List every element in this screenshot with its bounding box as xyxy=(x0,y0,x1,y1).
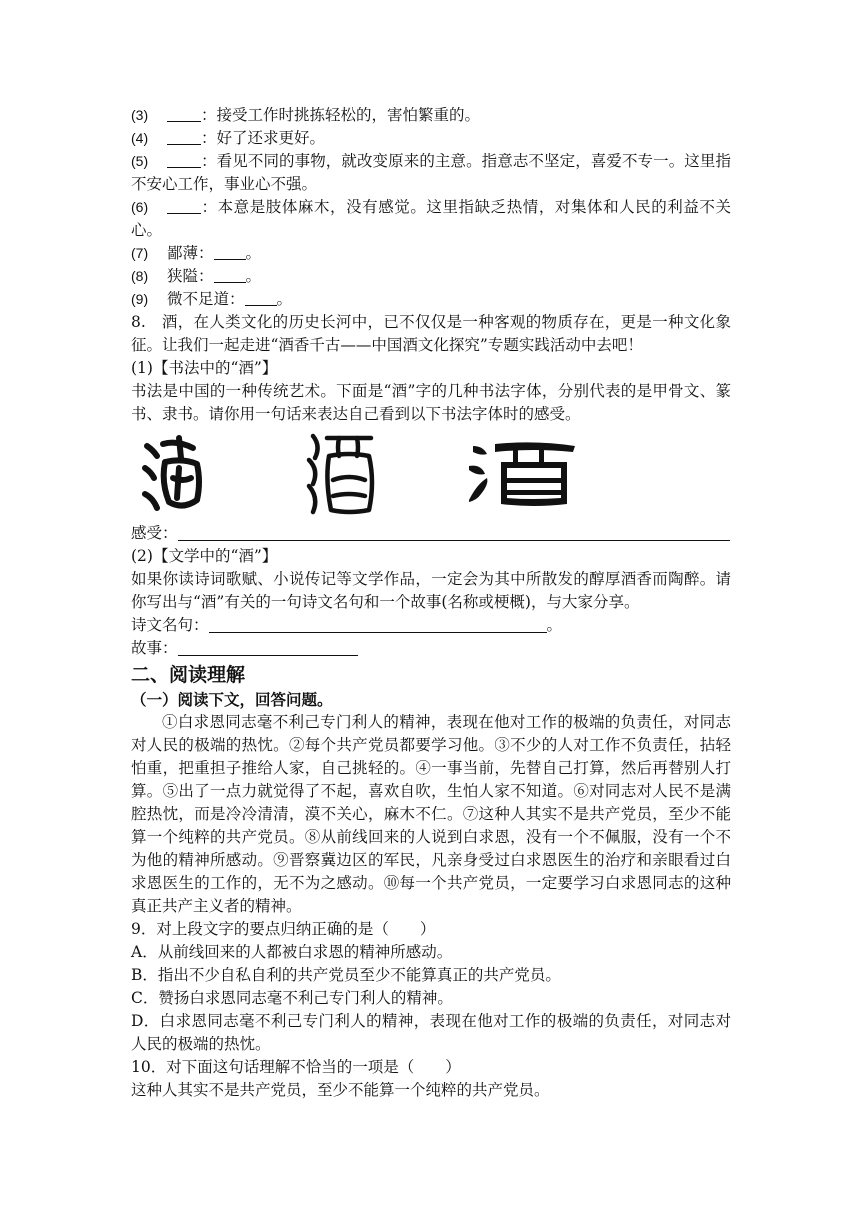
item-number: (8) xyxy=(131,268,149,284)
item-9 xyxy=(131,288,731,311)
item-number: (7) xyxy=(131,245,149,261)
q9-option-a[interactable]: A．从前线回来的人都被白求恩的精神所感动。 xyxy=(131,943,453,961)
item-number: (9) xyxy=(131,291,149,307)
document-page xyxy=(131,104,731,1102)
item-end: 。 xyxy=(245,244,262,262)
item-end: 。 xyxy=(245,267,262,285)
answer-blank[interactable] xyxy=(167,151,201,168)
item-4 xyxy=(131,127,731,150)
poem-end: 。 xyxy=(546,616,563,634)
item-text: 鄙薄： xyxy=(167,244,214,262)
q10-quote: 这种人其实不是共产党员，至少不能算一个纯粹的共产党员。 xyxy=(131,1081,550,1099)
item-6 xyxy=(131,196,731,242)
calligraphy-images xyxy=(131,430,731,522)
answer-blank[interactable] xyxy=(167,105,201,122)
q9-option-d[interactable]: D．白求恩同志毫不利己专门利人的精神，表现在他对工作的极端的负责任，对同志对人民的极端的热忱。 xyxy=(131,1012,731,1053)
item-7 xyxy=(131,242,731,265)
q8-part1-title: (1)【书法中的“酒”】 xyxy=(131,359,278,377)
poem-label: 诗文名句： xyxy=(131,616,209,634)
item-text: ：接受工作时挑拣轻松的，害怕繁重的。 xyxy=(201,106,481,124)
q8-intro: 8. 酒，在人类文化的历史长河中，已不仅仅是一种客观的物质存在，更是一种文化象征。让我们一起走进“酒香千古——中国酒文化探究”专题实践活动中去吧！ xyxy=(131,313,731,354)
item-text: ：好了还求更好。 xyxy=(201,129,326,147)
item-text: ：看见不同的事物，就改变原来的主意。指意志不坚定，喜爱不专一。这里指不安心工作，事业心不强。 xyxy=(131,152,731,193)
answer-blank[interactable] xyxy=(214,266,246,283)
feeling-label: 感受： xyxy=(131,524,178,542)
item-text: 狭隘： xyxy=(167,267,214,285)
item-number: (6) xyxy=(131,199,149,215)
answer-blank[interactable] xyxy=(167,197,201,214)
calligraphy-clerical-script-wine-image xyxy=(467,438,579,510)
q9-stem: 9．对上段文字的要点归纳正确的是（ ） xyxy=(131,920,436,938)
q8-part1-text: 书法是中国的一种传统艺术。下面是“酒”字的几种书法字体，分别代表的是甲骨文、篆书、隶书。请你用一句话来表达自己看到以下书法字体时的感受。 xyxy=(131,382,731,423)
q9-option-b[interactable]: B．指出不少自私自利的共产党员至少不能算真正的共产党员。 xyxy=(131,966,561,984)
answer-blank[interactable] xyxy=(245,289,277,306)
section-subtitle: （一）阅读下文，回答问题。 xyxy=(131,690,333,709)
poem-line xyxy=(131,614,731,637)
answer-blank[interactable] xyxy=(214,243,246,260)
section-title: 二、阅读理解 xyxy=(131,664,246,686)
item-number: (4) xyxy=(131,130,149,146)
story-line xyxy=(131,637,731,660)
item-8 xyxy=(131,265,731,288)
story-label: 故事： xyxy=(131,639,178,657)
q8-part2-title: (2)【文学中的“酒”】 xyxy=(131,547,278,565)
answer-blank[interactable] xyxy=(167,128,201,145)
reading-passage: ①白求恩同志毫不利己专门利人的精神，表现在他对工作的极端的负责任，对同志对人民的极端的热忱。②每个共产党员都要学习他。③不少的人对工作不负责任，拈轻怕重，把重担子推给人家，自己挑轻的。④一事当前，先替自己打算，然后再替别人打算。⑤出了一点力就觉得了不起，喜欢自吹，生怕人家不知道。⑥对同志对人民不是满腔热忱，而是冷冷清清，漠不关心，麻木不仁。⑦这种人其实不是共产党员，至少不能算一个纯粹的共产党员。⑧从前线回来的人说到白求恩，没有一个不佩服，没有一个不为他的精神所感动。⑨晋察冀边区的军民，凡亲身受过白求恩医生的治疗和亲眼看过白求恩医生的工作的，无不为之感动。⑩每一个共产党员，一定要学习白求恩同志的这种真正共产主义者的精神。 xyxy=(131,713,731,915)
item-end: 。 xyxy=(276,290,293,308)
q9-option-c[interactable]: C．赞扬白求恩同志毫不利己专门利人的精神。 xyxy=(131,989,453,1007)
feeling-answer-blank[interactable] xyxy=(178,524,730,541)
poem-answer-blank[interactable] xyxy=(209,616,547,633)
item-number: (5) xyxy=(131,153,149,169)
q8-part2-text: 如果你读诗词歌赋、小说传记等文学作品，一定会为其中所散发的醇厚酒香而陶醉。请你写出与“酒”有关的一句诗文名句和一个故事(名称或梗概)，与大家分享。 xyxy=(131,570,731,611)
calligraphy-oracle-bone-wine-image xyxy=(139,432,209,514)
story-answer-blank[interactable] xyxy=(178,639,358,656)
feeling-line xyxy=(131,522,731,545)
item-text: ：本意是肢体麻木，没有感觉。这里指缺乏热情，对集体和人民的利益不关心。 xyxy=(131,198,731,239)
calligraphy-seal-script-wine-image xyxy=(303,430,377,516)
q10-stem: 10．对下面这句话理解不恰当的一项是（ ） xyxy=(131,1058,461,1076)
item-5 xyxy=(131,150,731,196)
item-text: 微不足道： xyxy=(167,290,245,308)
item-3 xyxy=(131,104,731,127)
item-number: (3) xyxy=(131,107,149,123)
